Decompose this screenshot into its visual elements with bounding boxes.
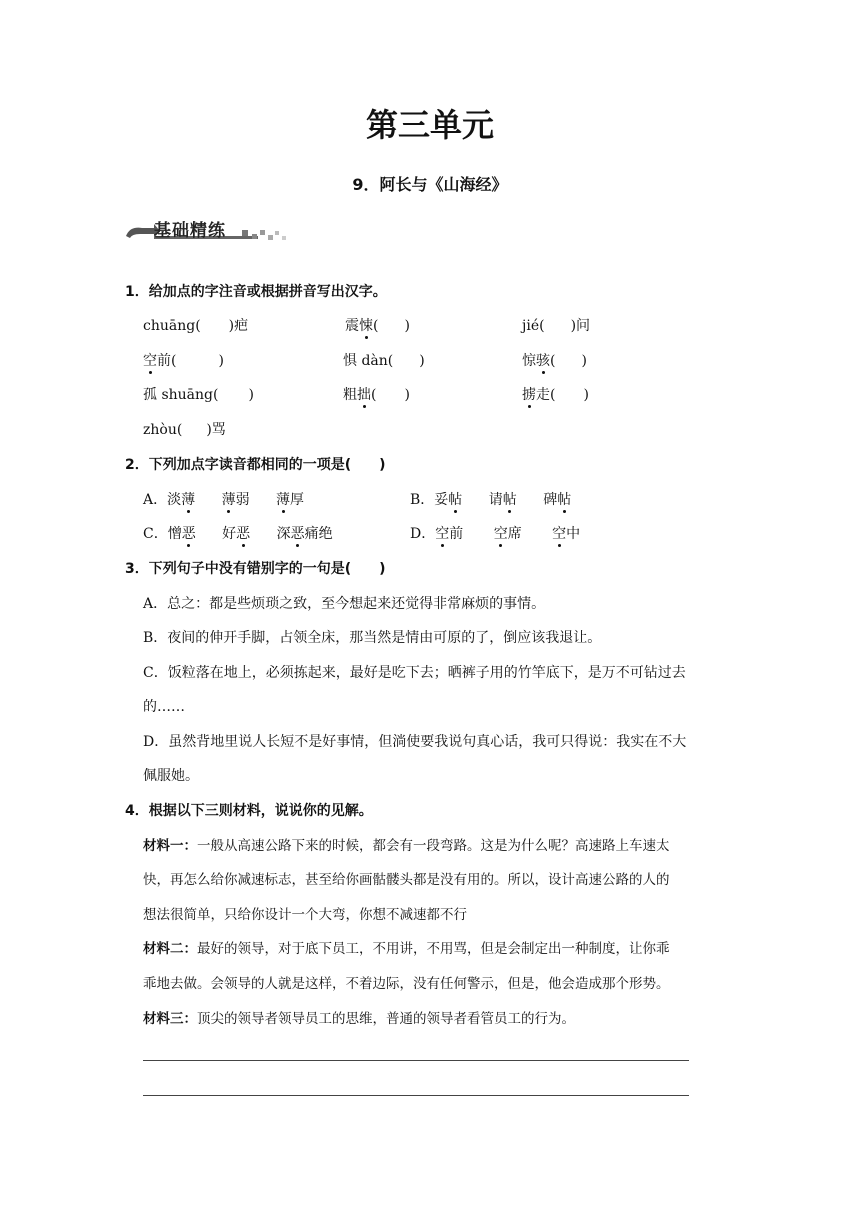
- material-label: 材料二：: [143, 941, 197, 957]
- q3-stem: 3．下列句子中没有错别字的一句是( ): [125, 561, 386, 577]
- q3-option-b: B．夜间的伸开手脚，占领全床，那当然是情由可原的了，倒应该我退让。: [143, 630, 602, 646]
- q1-item-cuzhuo: 粗拙( ): [343, 387, 410, 403]
- lesson-title: 9．阿长与《山海经》: [352, 175, 508, 194]
- q3-option-c-line1: C．饭粒落在地上，必须拣起来，最好是吃下去；晒裤子用的竹竿底下，是万不可钻过去: [143, 665, 686, 681]
- material-label: 材料三：: [143, 1011, 197, 1027]
- q4-material-1-line3: 想法很简单，只给你设计一个大弯，你想不减速都不行: [143, 907, 467, 923]
- q2-option-c: C．憎恶 好恶 深恶痛绝: [143, 526, 333, 542]
- q1-item-zhouma: zhòu( )骂: [143, 422, 226, 438]
- q4-stem: 4．根据以下三则材料，说说你的见解。: [125, 803, 373, 819]
- unit-title: 第三单元: [365, 106, 494, 144]
- q2-stem: 2．下列加点字读音都相同的一项是( ): [125, 457, 386, 473]
- q1-item-chuang: chuāng( )疤: [143, 318, 249, 334]
- section-banner: [124, 214, 290, 244]
- q3-option-c-line2: 的……: [143, 699, 185, 715]
- q4-material-2-line2: 乖地去做。会领导的人就是这样，不着边际，没有任何警示，但是，他会造成那个形势。: [143, 976, 670, 992]
- q4-material-2-line1: 材料二：最好的领导，对于底下员工，不用讲，不用骂，但是会制定出一种制度，让你乖: [143, 941, 670, 957]
- material-label: 材料一：: [143, 838, 197, 854]
- q2-option-b: B．妥帖 请帖 碑帖: [410, 492, 572, 508]
- q4-material-1-line2: 快，再怎么给你减速标志，甚至给你画骷髅头都是没有用的。所以，设计高速公路的人的: [143, 872, 670, 888]
- q3-option-d-line2: 佩服她。: [143, 768, 199, 784]
- q4-material-1-line1: 材料一：一般从高速公路下来的时候，都会有一段弯路。这是为什么呢？高速路上车速太: [143, 838, 670, 854]
- q1-item-judan: 惧 dàn( ): [343, 353, 425, 369]
- q2-option-d: D．空前 空席 空中: [410, 526, 581, 542]
- q1-stem: 1．给加点的字注音或根据拼音写出汉字。: [125, 284, 387, 300]
- q1-item-jie: jié( )问: [522, 318, 591, 334]
- banner-label: 基础精练: [154, 221, 226, 241]
- answer-line-1[interactable]: [143, 1060, 689, 1061]
- q3-option-d-line1: D．虽然背地里说人长短不是好事情，但淌使要我说句真心话，我可只得说：我实在不大: [143, 734, 687, 750]
- q3-option-a: A．总之：都是些烦琐之致，至今想起来还觉得非常麻烦的事情。: [143, 596, 546, 612]
- q2-option-a: A．淡薄 薄弱 薄厚: [143, 492, 305, 508]
- q1-item-kongqian: 空前( ): [143, 353, 224, 369]
- q1-item-jinghai: 惊骇( ): [522, 353, 587, 369]
- q4-material-3-line1: 材料三：顶尖的领导者领导员工的思维，普通的领导者看管员工的行为。: [143, 1011, 575, 1027]
- q1-item-luzou: 掳走( ): [522, 387, 589, 403]
- q1-item-zhensong: 震悚( ): [345, 318, 410, 334]
- answer-line-2[interactable]: [143, 1095, 689, 1096]
- q1-item-text: chuāng(: [143, 318, 201, 334]
- q1-item-gushuang: 孤 shuāng( ): [143, 387, 254, 403]
